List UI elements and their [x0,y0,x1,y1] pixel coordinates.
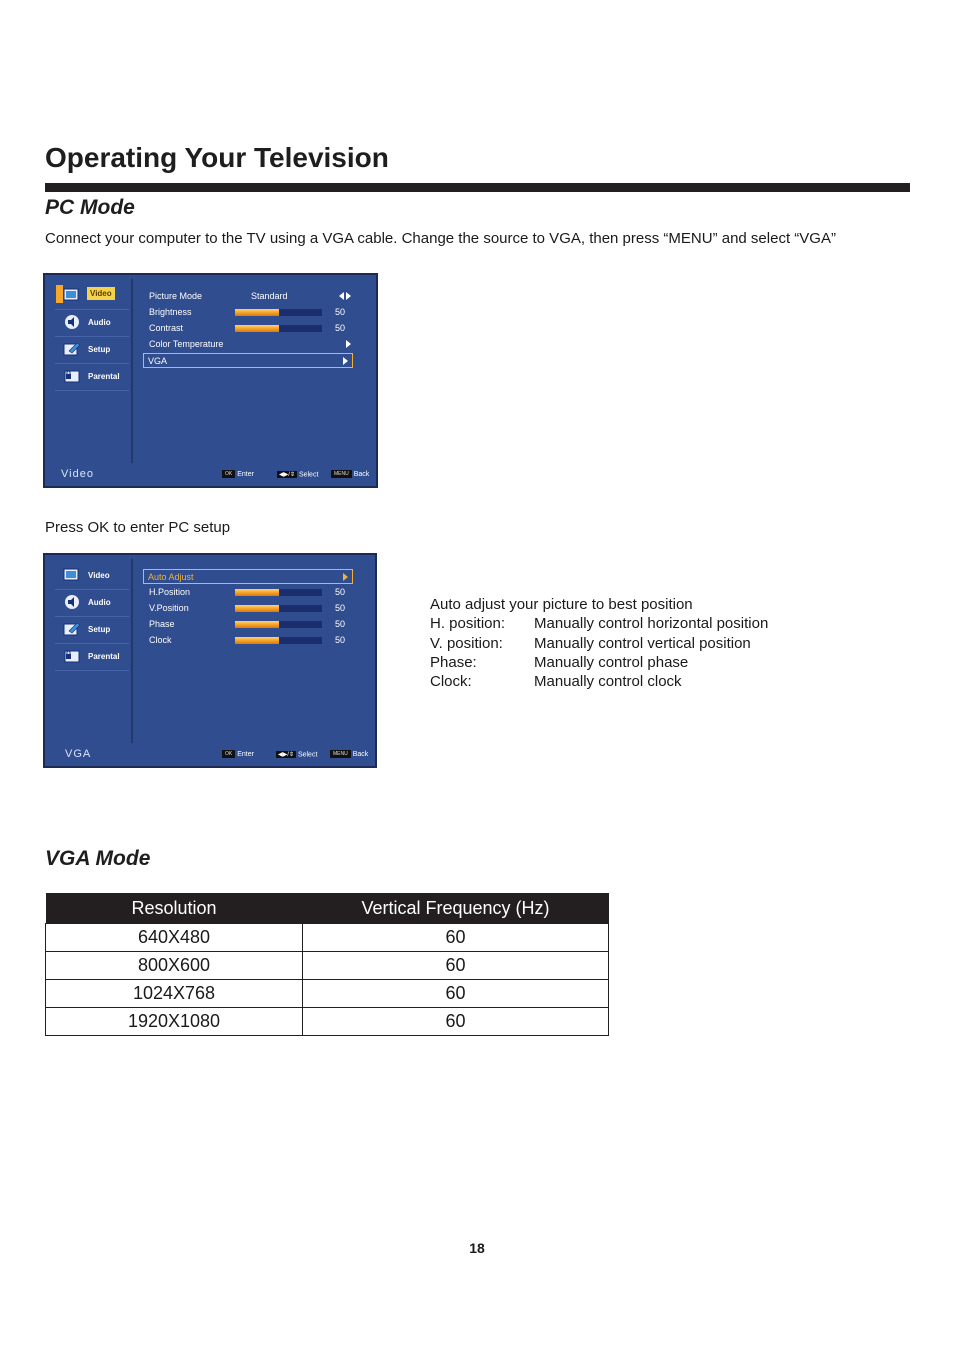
pc-setup-caption: Press OK to enter PC setup [45,519,231,536]
arrow-keys-icon: ◀▶/⇕ [278,751,294,758]
description-text: Manually control phase [534,653,689,671]
page-title: Operating Your Television [45,142,389,173]
row-label: Phase [149,619,175,629]
row-label: Clock [149,635,172,645]
hint-label: Select [298,471,319,478]
description-text: Auto adjust your picture to best position [430,596,693,613]
osd-screen-vga [43,553,377,768]
sidebar-label: Setup [88,625,111,634]
resolution-cell: 640X480 [46,924,303,952]
description-text: Manually control vertical position [534,634,751,652]
row-label: VGA [148,356,168,366]
hint-label: Back [353,470,370,478]
table-row [46,952,609,980]
setup-icon [63,341,81,357]
pc-setup-descriptions [430,595,768,691]
row-label: Contrast [149,323,184,333]
row-label: Brightness [149,307,192,317]
hint-back [331,470,369,478]
row-number: 50 [335,323,346,333]
table-row [46,980,609,1008]
sidebar-item-audio[interactable] [55,590,129,617]
table-row [46,1008,609,1036]
speaker-icon [63,314,81,330]
hint-label: Back [352,750,369,758]
arrow-left-icon [339,292,344,300]
parental-lock-icon [63,648,81,664]
menu-row-vga[interactable] [143,353,353,368]
sidebar-label: Video [87,287,115,300]
parental-lock-icon [63,368,81,384]
sidebar-item-setup[interactable] [55,337,129,364]
sidebar-label: Audio [88,598,111,607]
row-number: 50 [335,619,346,629]
sidebar-label: Parental [88,372,120,381]
ok-key: OK [222,750,235,758]
speaker-icon [63,594,81,610]
resolution-cell: 800X600 [46,952,303,980]
osd-sidebar [53,559,133,743]
description-term: Clock: [430,673,472,691]
menu-row-phase[interactable] [145,617,355,632]
row-label: Picture Mode [149,291,203,301]
row-label: Color Temperature [149,339,224,349]
active-tab-marker [56,285,63,303]
setup-icon [63,621,81,637]
vga-resolution-table [45,893,609,1036]
hint-label: Enter [237,750,254,758]
resolution-cell: 1920X1080 [46,1008,303,1036]
arrow-right-icon [343,357,348,365]
menu-row-clock[interactable] [145,633,355,648]
hint-back [330,750,368,758]
level-bar [235,325,322,332]
level-bar-fill [235,621,279,628]
level-bar [235,589,322,596]
level-bar-fill [235,589,279,596]
description-line [430,595,768,614]
hint-label: Select [297,751,318,758]
frequency-cell: 60 [303,952,609,980]
level-bar-fill [235,309,279,316]
level-bar-fill [235,325,279,332]
hint-enter [222,470,254,478]
description-term: Phase: [430,653,477,671]
page-number: 18 [469,1240,485,1256]
sidebar-item-video[interactable] [55,563,129,590]
description-line [430,634,768,653]
frequency-cell: 60 [303,924,609,952]
row-label: Auto Adjust [148,572,194,582]
menu-key: MENU [331,470,352,478]
hint-select [276,751,317,758]
arrow-right-icon [346,292,351,300]
arrow-right-icon [346,340,351,348]
row-label: H.Position [149,587,191,597]
level-bar [235,309,322,316]
menu-row-h-position[interactable] [145,585,355,600]
menu-row-auto-adjust[interactable] [143,569,353,584]
sidebar-item-parental[interactable] [55,644,129,671]
description-text: Manually control horizontal position [534,615,769,633]
resolution-cell: 1024X768 [46,980,303,1008]
osd-screen-video [43,273,378,488]
sidebar-item-setup[interactable] [55,617,129,644]
description-term: H. position: [430,615,506,633]
sidebar-item-video[interactable] [55,283,129,310]
osd-footer-title: VGA [65,748,92,760]
ok-key: OK [222,470,235,478]
table-row [46,924,609,952]
column-header-resolution: Resolution [46,893,303,924]
menu-row-picture-mode[interactable] [145,289,355,304]
level-bar [235,637,322,644]
osd-footer-title: Video [61,468,94,480]
row-value: Standard [251,291,288,301]
pc-mode-intro: Connect your computer to the TV using a VGA cable. Change the source to VGA, then press “MENU” and select “VGA” [45,230,836,247]
sidebar-label: Setup [88,345,111,354]
title-rule [45,183,910,192]
column-header-frequency: Vertical Frequency (Hz) [303,893,609,924]
level-bar [235,605,322,612]
description-term: V. position: [430,634,503,652]
table-header-row [46,893,609,924]
frequency-cell: 60 [303,980,609,1008]
description-line [430,653,768,672]
menu-row-brightness[interactable] [145,305,355,320]
description-line [430,614,768,633]
menu-row-contrast[interactable] [145,321,355,336]
menu-key: MENU [330,750,351,758]
menu-row-v-position[interactable] [145,601,355,616]
sidebar-label: Audio [88,318,111,327]
description-line [430,672,768,691]
row-number: 50 [335,603,346,613]
video-icon [63,287,81,303]
vga-mode-heading: VGA Mode [45,847,151,870]
row-number: 50 [335,587,346,597]
sidebar-label: Video [88,571,110,580]
row-number: 50 [335,635,346,645]
level-bar-fill [235,637,279,644]
sidebar-item-parental[interactable] [55,364,129,391]
osd-sidebar [53,279,133,463]
sidebar-label: Parental [88,652,120,661]
level-bar [235,621,322,628]
arrow-keys-icon: ◀▶/⇕ [279,471,295,478]
pc-mode-heading: PC Mode [45,196,135,219]
row-number: 50 [335,307,346,317]
description-text: Manually control clock [534,673,682,691]
level-bar-fill [235,605,279,612]
video-icon [63,567,81,583]
hint-select [277,471,318,478]
menu-row-color-temperature[interactable] [145,337,355,352]
hint-enter [222,750,254,758]
sidebar-item-audio[interactable] [55,310,129,337]
arrow-right-icon [343,573,348,581]
row-label: V.Position [149,603,189,613]
frequency-cell: 60 [303,1008,609,1036]
hint-label: Enter [237,470,254,478]
